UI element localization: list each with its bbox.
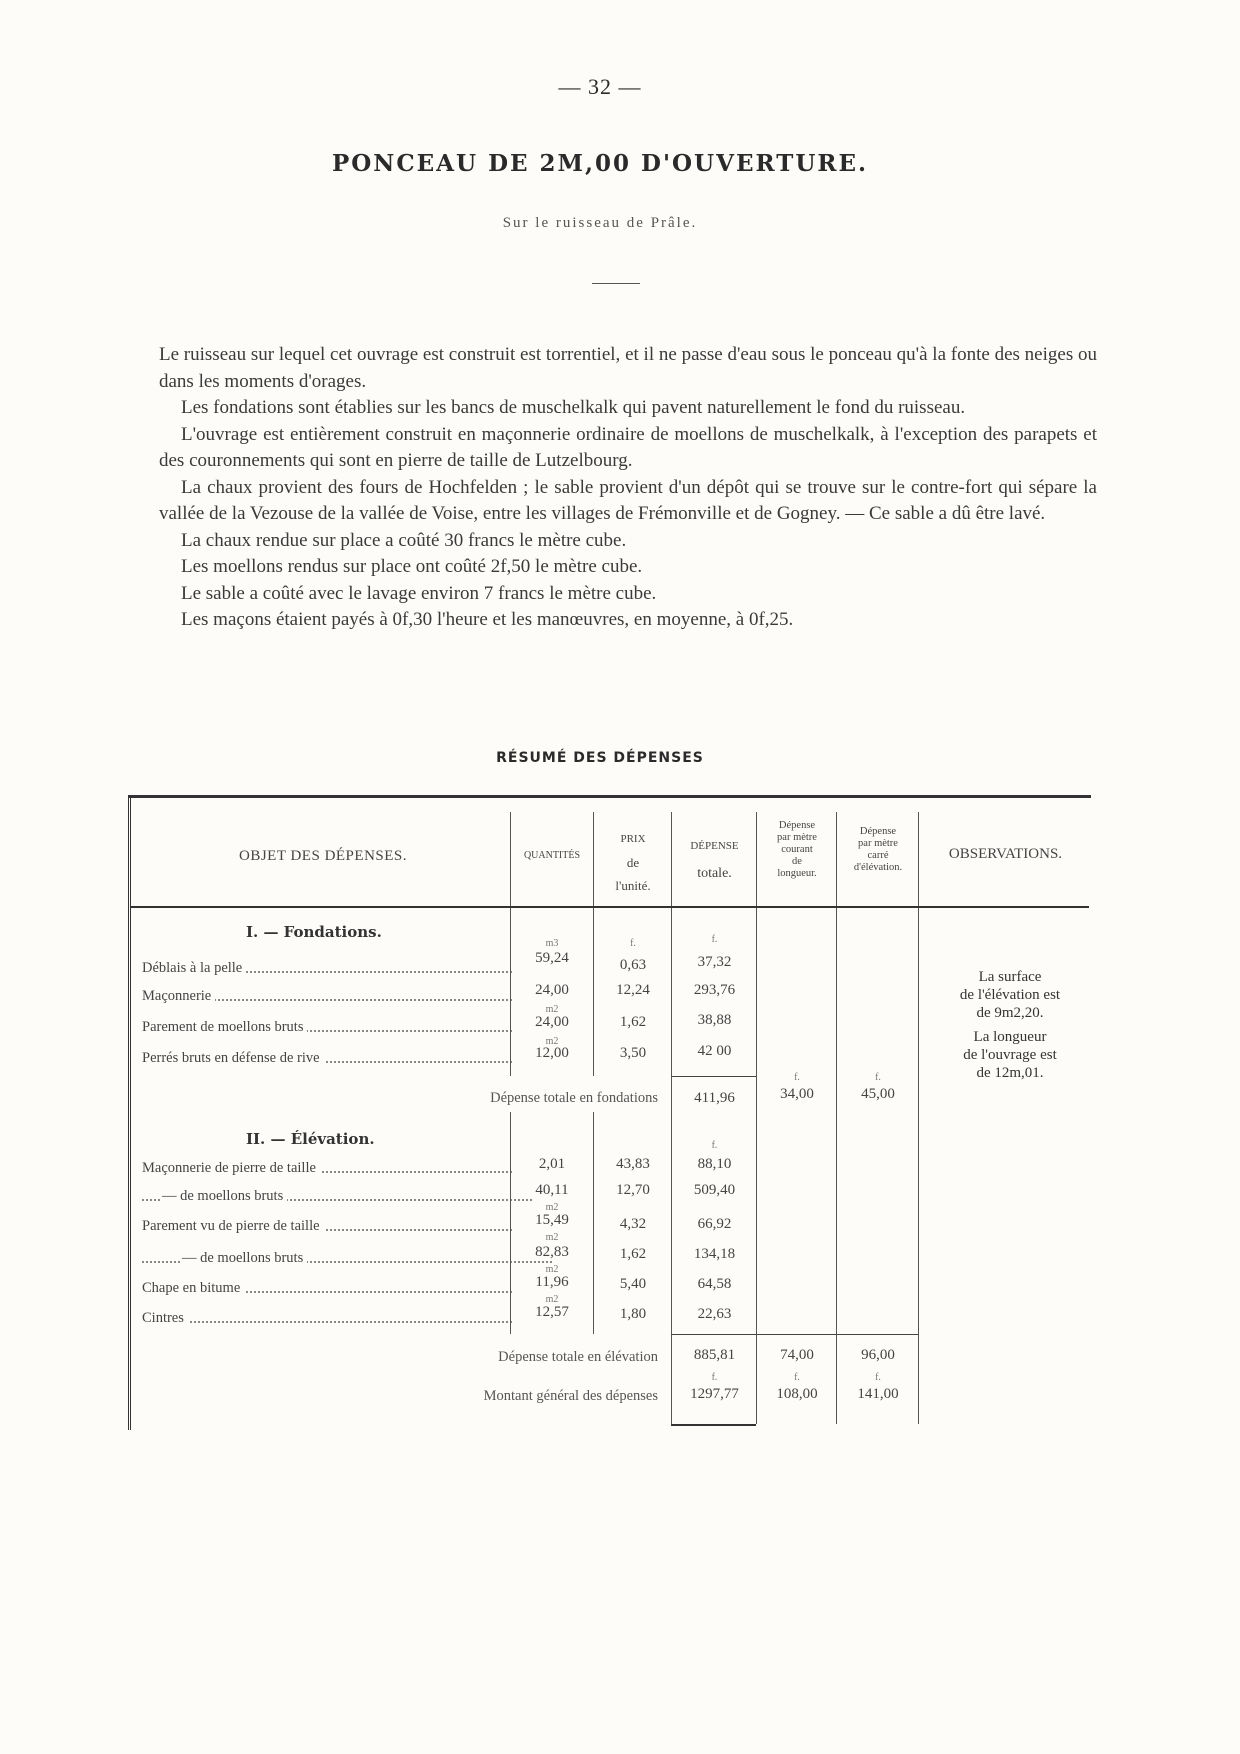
observation-line: La surface (978, 969, 1042, 985)
unit-label: f. (794, 1372, 800, 1383)
header-observations: OBSERVATIONS. (948, 846, 1063, 862)
row-quantity: 24,00 (535, 1014, 569, 1030)
row-label: Parement de moellons bruts (142, 1019, 512, 1036)
total-value: 885,81 (693, 1347, 736, 1363)
row-price: 43,83 (616, 1156, 650, 1172)
row-quantity: 82,83 (535, 1244, 569, 1260)
row-quantity: 59,24 (535, 950, 569, 966)
row-quantity: 2,01 (538, 1156, 566, 1172)
column-rule (593, 1112, 594, 1334)
header-carre-line: Dépense (859, 826, 897, 837)
header-prix (595, 828, 671, 897)
unit-label: f. (711, 934, 718, 945)
observation-line: de l'ouvrage est (963, 1047, 1057, 1063)
row-price: 3,50 (619, 1045, 647, 1061)
grand-total-label: Montant général des dépenses (483, 1388, 658, 1404)
header-par-metre-courant (758, 820, 836, 880)
row-total: 37,32 (697, 954, 732, 970)
header-courant-line: longueur. (777, 868, 817, 879)
row-price: 0,63 (619, 957, 647, 973)
grand-total-per-metre-carre: 141,00 (857, 1386, 899, 1402)
body-text (159, 342, 1097, 634)
unit-label: f. (711, 1372, 718, 1383)
paragraph: Les fondations sont établies sur les bancs de muschelkalk qui pavent naturellement le fond du ruisseau. (181, 397, 966, 418)
per-metre-carre-value: 96,00 (861, 1347, 895, 1363)
page-title: PONCEAU DE 2M,00 D'OUVERTURE. (331, 150, 869, 177)
title-separator (592, 283, 640, 284)
row-total: 38,88 (697, 1012, 732, 1028)
row-label: Cintres (142, 1310, 512, 1327)
observation-line: de 12m,01. (976, 1065, 1044, 1081)
unit-label: f. (875, 1372, 881, 1383)
row-quantity: 15,49 (535, 1212, 569, 1228)
row-total: 66,92 (697, 1216, 732, 1232)
grand-total-per-metre-courant: 108,00 (776, 1386, 818, 1402)
header-courant-line: courant (781, 844, 813, 855)
column-rule (836, 812, 837, 1424)
paragraph: L'ouvrage est entièrement construit en maçonnerie ordinaire de moellons de muschelkalk, à l'exception des parapets et des couronnements qui sont en pierre de taille de Lutzelbourg. (159, 423, 1097, 471)
bottom-rule (671, 1424, 756, 1426)
column-rule (593, 812, 594, 1076)
row-label: — de moellons bruts (142, 1250, 552, 1267)
header-courant-line: de (792, 856, 802, 867)
column-rule (918, 812, 919, 1424)
unit-label: m2 (545, 1232, 559, 1243)
row-price: 5,40 (619, 1276, 647, 1292)
unit-label: f. (711, 1140, 718, 1151)
column-rule (756, 812, 757, 1424)
unit-label: f. (630, 938, 636, 949)
header-courant-line: par mètre (777, 832, 817, 843)
row-total: 42 00 (697, 1043, 732, 1059)
row-price: 4,32 (619, 1216, 647, 1232)
section-fondations-title: I. — Fondations. (246, 923, 382, 941)
header-depense-line: totale. (697, 866, 732, 881)
row-label: Parement vu de pierre de taille (142, 1218, 512, 1235)
total-rule (671, 1076, 756, 1077)
unit-label: m3 (545, 938, 559, 949)
row-quantity: 11,96 (535, 1274, 569, 1290)
header-carre-line: d'élévation. (853, 862, 903, 873)
header-depense (673, 832, 756, 888)
total-value: 411,96 (694, 1090, 735, 1106)
unit-label: m2 (545, 1036, 559, 1047)
header-prix-line: l'unité. (615, 878, 651, 893)
total-label: Dépense totale en fondations (490, 1090, 658, 1106)
header-depense-line: DÉPENSE (690, 840, 739, 852)
header-objet: OBJET DES DÉPENSES. (239, 848, 407, 864)
header-courant-line: Dépense (778, 820, 816, 831)
paragraph: La chaux provient des fours de Hochfelden ; le sable provient d'un dépôt qui se trouve sur le contre-fort qui sépare la vallée de la Vezouse de la vallée de Voise, entre les villages de Frémonville et de Gogney. — Ce sable a dû être lavé. (159, 476, 1097, 524)
row-price: 1,62 (619, 1246, 647, 1262)
header-rule (131, 906, 1089, 908)
row-label: Perrés bruts en défense de rive (142, 1050, 512, 1067)
row-total: 22,63 (697, 1306, 732, 1322)
row-label: — de moellons bruts (142, 1188, 532, 1205)
row-label: Maçonnerie (142, 988, 512, 1005)
row-price: 12,24 (616, 982, 650, 998)
observation-line: de 9m2,20. (976, 1005, 1044, 1021)
grand-total-value: 1297,77 (690, 1386, 739, 1402)
header-prix-line: PRIX (620, 833, 646, 845)
row-quantity: 12,00 (535, 1045, 569, 1061)
header-prix-line: de (626, 855, 640, 870)
observations-note (930, 968, 1090, 1082)
table-border-left (128, 798, 131, 1430)
row-total: 88,10 (697, 1156, 732, 1172)
header-quantites: QUANTITÉS (523, 850, 581, 861)
total-rule (671, 1334, 918, 1335)
row-total: 509,40 (693, 1182, 736, 1198)
unit-label: m2 (545, 1202, 559, 1213)
section-elevation-title: II. — Élévation. (246, 1130, 375, 1148)
row-price: 1,80 (619, 1306, 647, 1322)
paragraph: Les moellons rendus sur place ont coûté 2f,50 le mètre cube. (181, 556, 643, 577)
paragraph: La chaux rendue sur place a coûté 30 francs le mètre cube. (181, 529, 627, 551)
row-label: Déblais à la pelle (142, 960, 512, 977)
header-carre-line: carré (867, 850, 889, 861)
row-quantity: 12,57 (535, 1304, 569, 1320)
row-quantity: 24,00 (535, 982, 569, 998)
per-metre-courant-value: 34,00 (780, 1086, 814, 1102)
column-rule (671, 812, 672, 1424)
unit-label: m2 (545, 1264, 559, 1275)
expense-table (128, 795, 1091, 1430)
paragraph: Le ruisseau sur lequel cet ouvrage est construit est torrentiel, et il ne passe d'eau sous le ponceau qu'à la fonte des neiges ou dans les moments d'orages. (159, 344, 1097, 392)
per-metre-carre-value: 45,00 (861, 1086, 895, 1102)
page-subtitle: Sur le ruisseau de Prâle. (502, 215, 698, 231)
row-label: Chape en bitume (142, 1280, 512, 1297)
table-heading: RÉSUMÉ DES DÉPENSES (496, 750, 704, 766)
row-total: 293,76 (693, 982, 736, 998)
row-total: 134,18 (693, 1246, 736, 1262)
observation-line: de l'élévation est (959, 987, 1061, 1003)
header-carre-line: par mètre (858, 838, 898, 849)
observation-line: La longueur (973, 1029, 1047, 1045)
unit-label: f. (875, 1072, 881, 1083)
row-label: Maçonnerie de pierre de taille (142, 1160, 512, 1177)
row-price: 12,70 (616, 1182, 650, 1198)
per-metre-courant-value: 74,00 (780, 1347, 814, 1363)
header-par-metre-carre (838, 826, 918, 874)
unit-label: m2 (545, 1004, 559, 1015)
column-rule (510, 812, 511, 1076)
row-quantity: 40,11 (535, 1182, 569, 1198)
page-number: — 32 — (558, 74, 642, 99)
paragraph: Les maçons étaient payés à 0f,30 l'heure et les manœuvres, en moyenne, à 0f,25. (181, 609, 794, 630)
row-price: 1,62 (619, 1014, 647, 1030)
unit-label: f. (794, 1072, 800, 1083)
paragraph: Le sable a coûté avec le lavage environ 7 francs le mètre cube. (181, 582, 657, 604)
total-label: Dépense totale en élévation (498, 1349, 658, 1365)
unit-label: m2 (545, 1294, 559, 1305)
row-total: 64,58 (697, 1276, 732, 1292)
